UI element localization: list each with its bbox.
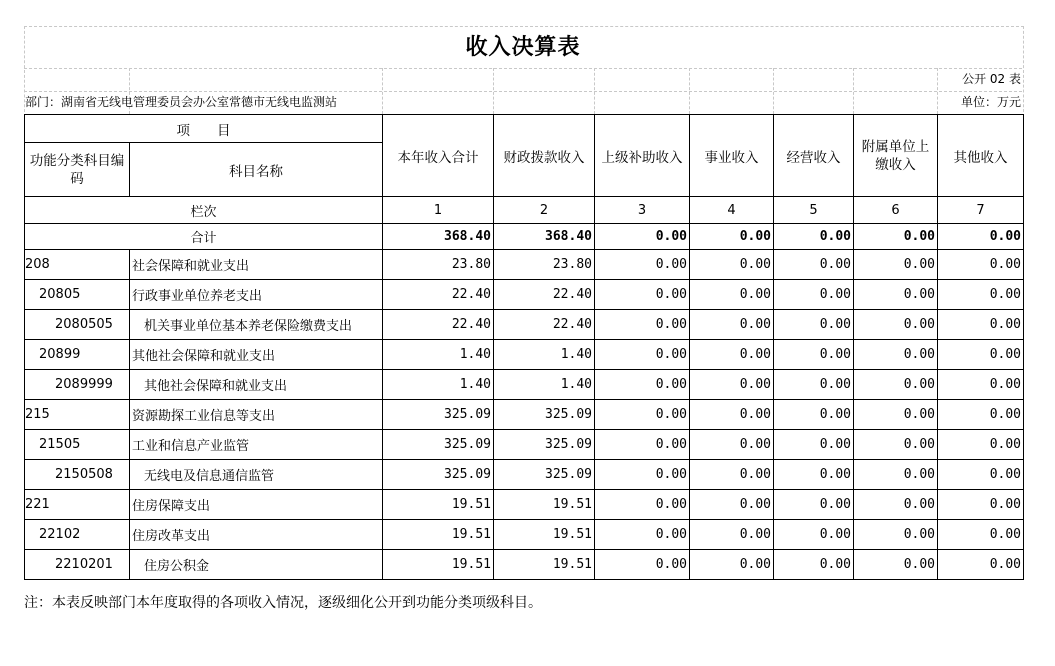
col-number-label: 栏次 [25,197,383,224]
col-header-fiscal: 财政拨款收入 [494,115,595,197]
amount-cell: 0.00 [774,250,854,280]
subject-name: 社会保障和就业支出 [130,250,383,280]
col-number: 2 [494,197,595,224]
amount-cell: 325.09 [383,400,494,430]
amount-cell: 0.00 [938,550,1024,580]
amount-cell: 0.00 [854,250,938,280]
amount-cell: 19.51 [494,490,595,520]
item-header: 项 目 [25,115,383,143]
amount-cell: 0.00 [774,340,854,370]
code-header: 功能分类科目编码 [25,143,130,197]
amount-cell: 0.00 [938,370,1024,400]
gridline [773,68,774,114]
gridline [594,68,595,114]
gridline [493,68,494,114]
amount-cell: 22.40 [383,310,494,340]
amount-cell: 0.00 [595,250,690,280]
amount-cell: 19.51 [494,520,595,550]
header-row [25,115,1024,143]
amount-cell: 19.51 [383,550,494,580]
gridline [24,68,1022,69]
amount-cell: 0.00 [854,310,938,340]
amount-cell: 0.00 [690,310,774,340]
table-row [25,310,1024,340]
amount-cell: 0.00 [774,400,854,430]
col-number: 1 [383,197,494,224]
amount-cell: 0.00 [595,490,690,520]
amount-cell: 0.00 [690,370,774,400]
table-row [25,250,1024,280]
department-label: 部门：湖南省无线电管理委员会办公室常德市无线电监测站 [25,95,338,109]
amount-cell: 19.51 [383,520,494,550]
amount-cell: 0.00 [595,370,690,400]
amount-cell: 0.00 [595,310,690,340]
amount-cell: 22.40 [494,310,595,340]
amount-cell: 0.00 [938,460,1024,490]
subject-code: 2080505 [25,310,130,340]
total-value: 0.00 [854,224,938,250]
amount-cell: 0.00 [690,520,774,550]
amount-cell: 0.00 [854,370,938,400]
table-number: 公开 02 表 [962,72,1021,86]
gridline [689,68,690,114]
subject-code: 215 [25,400,130,430]
amount-cell: 0.00 [774,520,854,550]
subject-code: 20899 [25,340,130,370]
amount-cell: 325.09 [494,430,595,460]
table-row [25,400,1024,430]
amount-cell: 0.00 [595,520,690,550]
col-header-superior: 上级补助收入 [595,115,690,197]
amount-cell: 19.51 [383,490,494,520]
amount-cell: 0.00 [774,280,854,310]
amount-cell: 325.09 [383,460,494,490]
amount-cell: 0.00 [595,460,690,490]
subject-name: 住房公积金 [130,550,383,580]
amount-cell: 0.00 [938,340,1024,370]
amount-cell: 0.00 [774,550,854,580]
subject-name: 工业和信息产业监管 [130,430,383,460]
gridline [853,68,854,114]
amount-cell: 0.00 [595,430,690,460]
total-value: 368.40 [494,224,595,250]
amount-cell: 0.00 [690,340,774,370]
unit-label: 单位：万元 [960,95,1021,109]
amount-cell: 0.00 [595,550,690,580]
amount-cell: 0.00 [690,430,774,460]
amount-cell: 0.00 [854,460,938,490]
amount-cell: 0.00 [938,310,1024,340]
subject-name: 其他社会保障和就业支出 [130,340,383,370]
amount-cell: 0.00 [854,550,938,580]
total-value: 0.00 [690,224,774,250]
amount-cell: 22.40 [383,280,494,310]
col-header-other: 其他收入 [938,115,1024,197]
subject-code: 2210201 [25,550,130,580]
subject-name: 机关事业单位基本养老保险缴费支出 [130,310,383,340]
amount-cell: 325.09 [494,460,595,490]
amount-cell: 0.00 [595,340,690,370]
table-row [25,340,1024,370]
table-row [25,490,1024,520]
subject-code: 2089999 [25,370,130,400]
amount-cell: 0.00 [774,310,854,340]
subject-code: 20805 [25,280,130,310]
col-header-operating: 经营收入 [774,115,854,197]
amount-cell: 0.00 [938,490,1024,520]
total-value: 368.40 [383,224,494,250]
amount-cell: 0.00 [938,280,1024,310]
table-row [25,430,1024,460]
subject-name: 住房保障支出 [130,490,383,520]
table-row [25,550,1024,580]
amount-cell: 325.09 [494,400,595,430]
amount-cell: 1.40 [494,370,595,400]
subject-name: 行政事业单位养老支出 [130,280,383,310]
col-number: 6 [854,197,938,224]
page-title: 收入决算表 [465,35,581,60]
amount-cell: 0.00 [774,370,854,400]
amount-cell: 0.00 [854,400,938,430]
amount-cell: 1.40 [383,370,494,400]
col-number: 7 [938,197,1024,224]
subject-code: 22102 [25,520,130,550]
total-label: 合计 [25,224,383,250]
col-header-business: 事业收入 [690,115,774,197]
table-row [25,280,1024,310]
col-number: 4 [690,197,774,224]
amount-cell: 22.40 [494,280,595,310]
amount-cell: 0.00 [595,280,690,310]
amount-cell: 0.00 [690,550,774,580]
subject-name: 资源勘探工业信息等支出 [130,400,383,430]
table-row [25,370,1024,400]
amount-cell: 0.00 [690,280,774,310]
amount-cell: 23.80 [494,250,595,280]
amount-cell: 23.80 [383,250,494,280]
subject-name: 其他社会保障和就业支出 [130,370,383,400]
table-row [25,520,1024,550]
amount-cell: 0.00 [854,520,938,550]
revenue-table [24,114,1024,580]
amount-cell: 0.00 [690,490,774,520]
subject-code: 208 [25,250,130,280]
amount-cell: 0.00 [774,460,854,490]
table-row [25,460,1024,490]
amount-cell: 0.00 [854,490,938,520]
amount-cell: 1.40 [383,340,494,370]
amount-cell: 19.51 [494,550,595,580]
amount-cell: 325.09 [383,430,494,460]
total-value: 0.00 [938,224,1024,250]
amount-cell: 0.00 [690,250,774,280]
col-header-affiliate: 附属单位上缴收入 [854,115,938,197]
amount-cell: 1.40 [494,340,595,370]
gridline [937,68,938,114]
name-header: 科目名称 [130,143,383,197]
amount-cell: 0.00 [854,280,938,310]
col-number: 3 [595,197,690,224]
amount-cell: 0.00 [938,520,1024,550]
amount-cell: 0.00 [774,490,854,520]
amount-cell: 0.00 [774,430,854,460]
subject-name: 住房改革支出 [130,520,383,550]
total-row [25,224,1024,250]
col-header-total: 本年收入合计 [383,115,494,197]
footnote: 注：本表反映部门本年度取得的各项收入情况，逐级细化公开到功能分类项级科目。 [24,595,542,611]
amount-cell: 0.00 [938,430,1024,460]
gridline [24,91,1022,92]
amount-cell: 0.00 [690,460,774,490]
amount-cell: 0.00 [938,250,1024,280]
amount-cell: 0.00 [854,340,938,370]
subject-name: 无线电及信息通信监管 [130,460,383,490]
col-number: 5 [774,197,854,224]
total-value: 0.00 [774,224,854,250]
subject-code: 221 [25,490,130,520]
amount-cell: 0.00 [690,400,774,430]
amount-cell: 0.00 [595,400,690,430]
amount-cell: 0.00 [854,430,938,460]
total-value: 0.00 [595,224,690,250]
gridline [382,68,383,114]
subject-code: 2150508 [25,460,130,490]
amount-cell: 0.00 [938,400,1024,430]
subject-code: 21505 [25,430,130,460]
column-number-row [25,197,1024,224]
